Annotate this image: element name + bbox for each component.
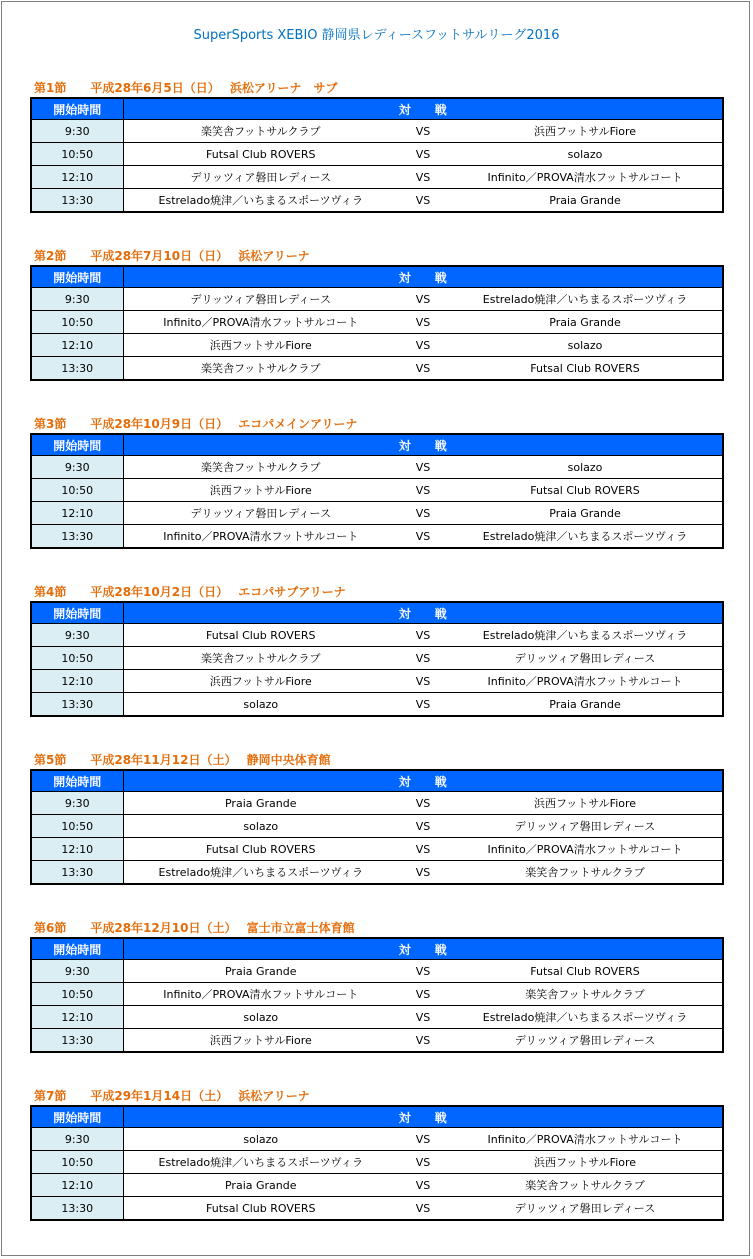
start-time-cell: 13:30 <box>31 1197 123 1221</box>
away-team-cell: Estrelado焼津／いちまるスポーツヴィラ <box>448 525 723 549</box>
vs-cell: VS <box>398 1174 448 1197</box>
start-time-cell: 12:10 <box>31 1174 123 1197</box>
away-team-cell: Estrelado焼津／いちまるスポーツヴィラ <box>448 288 723 311</box>
away-team-cell: デリッツィア磐田レディース <box>448 1197 723 1221</box>
start-time-header: 開始時間 <box>31 1106 123 1128</box>
start-time-cell: 13:30 <box>31 525 123 549</box>
home-team-cell: solazo <box>123 693 398 717</box>
home-team-cell: Futsal Club ROVERS <box>123 1197 398 1221</box>
start-time-cell: 13:30 <box>31 693 123 717</box>
home-team-cell: 楽笑舎フットサルクラブ <box>123 120 398 143</box>
table-row <box>31 1029 723 1053</box>
round-heading: 第4節 平成28年10月2日（日） エコパサブアリーナ <box>34 585 346 599</box>
start-time-cell: 12:10 <box>31 166 123 189</box>
vs-cell: VS <box>398 960 448 983</box>
vs-cell: VS <box>398 815 448 838</box>
home-team-cell: 浜西フットサルFiore <box>123 479 398 502</box>
round-section <box>30 80 722 213</box>
match-header: 対 戦 <box>123 938 723 960</box>
away-team-cell: 楽笑舎フットサルクラブ <box>448 983 723 1006</box>
home-team-cell: 浜西フットサルFiore <box>123 670 398 693</box>
header-row <box>31 434 723 456</box>
away-team-cell: solazo <box>448 143 723 166</box>
away-team-cell: デリッツィア磐田レディース <box>448 815 723 838</box>
match-table <box>30 265 724 381</box>
start-time-cell: 10:50 <box>31 815 123 838</box>
start-time-cell: 13:30 <box>31 189 123 213</box>
table-row <box>31 525 723 549</box>
table-row <box>31 693 723 717</box>
vs-cell: VS <box>398 525 448 549</box>
home-team-cell: Infinito／PROVA清水フットサルコート <box>123 983 398 1006</box>
vs-cell: VS <box>398 288 448 311</box>
home-team-cell: 浜西フットサルFiore <box>123 334 398 357</box>
table-row <box>31 838 723 861</box>
away-team-cell: 楽笑舎フットサルクラブ <box>448 861 723 885</box>
home-team-cell: 楽笑舎フットサルクラブ <box>123 357 398 381</box>
round-heading: 第5節 平成28年11月12日（土） 静岡中央体育館 <box>34 753 331 767</box>
header-row <box>31 602 723 624</box>
table-row <box>31 1128 723 1151</box>
vs-cell: VS <box>398 861 448 885</box>
start-time-cell: 12:10 <box>31 334 123 357</box>
table-row <box>31 670 723 693</box>
page-title: SuperSports XEBIO 静岡県レディースフットサルリーグ2016 <box>193 28 560 43</box>
start-time-cell: 9:30 <box>31 1128 123 1151</box>
vs-cell: VS <box>398 334 448 357</box>
vs-cell: VS <box>398 647 448 670</box>
start-time-cell: 10:50 <box>31 143 123 166</box>
header-row <box>31 1106 723 1128</box>
round-section <box>30 920 722 1053</box>
start-time-cell: 10:50 <box>31 311 123 334</box>
vs-cell: VS <box>398 357 448 381</box>
vs-cell: VS <box>398 624 448 647</box>
vs-cell: VS <box>398 1151 448 1174</box>
table-row <box>31 624 723 647</box>
round-section <box>30 752 722 885</box>
table-row <box>31 143 723 166</box>
round-section <box>30 248 722 381</box>
home-team-cell: Futsal Club ROVERS <box>123 838 398 861</box>
away-team-cell: 浜西フットサルFiore <box>448 120 723 143</box>
match-header: 対 戦 <box>123 434 723 456</box>
home-team-cell: solazo <box>123 815 398 838</box>
table-row <box>31 1197 723 1221</box>
away-team-cell: 浜西フットサルFiore <box>448 1151 723 1174</box>
home-team-cell: Infinito／PROVA清水フットサルコート <box>123 525 398 549</box>
vs-cell: VS <box>398 670 448 693</box>
table-row <box>31 334 723 357</box>
table-row <box>31 647 723 670</box>
round-section <box>30 1088 722 1221</box>
table-row <box>31 357 723 381</box>
start-time-header: 開始時間 <box>31 602 123 624</box>
vs-cell: VS <box>398 983 448 1006</box>
start-time-header: 開始時間 <box>31 434 123 456</box>
table-row <box>31 960 723 983</box>
table-row <box>31 861 723 885</box>
match-table <box>30 97 724 213</box>
away-team-cell: 浜西フットサルFiore <box>448 792 723 815</box>
table-row <box>31 166 723 189</box>
header-row <box>31 770 723 792</box>
vs-cell: VS <box>398 693 448 717</box>
home-team-cell: Estrelado焼津／いちまるスポーツヴィラ <box>123 1151 398 1174</box>
start-time-cell: 10:50 <box>31 1151 123 1174</box>
vs-cell: VS <box>398 1029 448 1053</box>
start-time-cell: 12:10 <box>31 502 123 525</box>
table-row <box>31 815 723 838</box>
table-row <box>31 1006 723 1029</box>
away-team-cell: デリッツィア磐田レディース <box>448 647 723 670</box>
round-heading: 第3節 平成28年10月9日（日） エコパメインアリーナ <box>34 417 358 431</box>
vs-cell: VS <box>398 1006 448 1029</box>
match-header: 対 戦 <box>123 98 723 120</box>
header-row <box>31 266 723 288</box>
table-row <box>31 189 723 213</box>
home-team-cell: Infinito／PROVA清水フットサルコート <box>123 311 398 334</box>
away-team-cell: Futsal Club ROVERS <box>448 479 723 502</box>
away-team-cell: Estrelado焼津／いちまるスポーツヴィラ <box>448 1006 723 1029</box>
start-time-header: 開始時間 <box>31 938 123 960</box>
home-team-cell: デリッツィア磐田レディース <box>123 502 398 525</box>
header-row <box>31 98 723 120</box>
home-team-cell: 楽笑舎フットサルクラブ <box>123 647 398 670</box>
table-row <box>31 288 723 311</box>
away-team-cell: Futsal Club ROVERS <box>448 357 723 381</box>
match-header: 対 戦 <box>123 266 723 288</box>
away-team-cell: solazo <box>448 456 723 479</box>
home-team-cell: Praia Grande <box>123 960 398 983</box>
table-row <box>31 1151 723 1174</box>
start-time-cell: 9:30 <box>31 288 123 311</box>
start-time-cell: 12:10 <box>31 838 123 861</box>
away-team-cell: solazo <box>448 334 723 357</box>
start-time-header: 開始時間 <box>31 770 123 792</box>
match-table <box>30 433 724 549</box>
table-row <box>31 1174 723 1197</box>
match-table <box>30 937 724 1053</box>
vs-cell: VS <box>398 838 448 861</box>
round-heading: 第6節 平成28年12月10日（土） 富士市立富士体育館 <box>34 921 355 935</box>
match-table <box>30 769 724 885</box>
start-time-cell: 10:50 <box>31 479 123 502</box>
round-heading: 第7節 平成29年1月14日（土） 浜松アリーナ <box>34 1089 310 1103</box>
vs-cell: VS <box>398 792 448 815</box>
vs-cell: VS <box>398 502 448 525</box>
away-team-cell: Infinito／PROVA清水フットサルコート <box>448 1128 723 1151</box>
start-time-header: 開始時間 <box>31 266 123 288</box>
vs-cell: VS <box>398 189 448 213</box>
home-team-cell: Praia Grande <box>123 1174 398 1197</box>
away-team-cell: Praia Grande <box>448 502 723 525</box>
home-team-cell: 浜西フットサルFiore <box>123 1029 398 1053</box>
table-row <box>31 792 723 815</box>
away-team-cell: Praia Grande <box>448 693 723 717</box>
round-heading: 第1節 平成28年6月5日（日） 浜松アリーナ サブ <box>34 81 338 95</box>
start-time-cell: 9:30 <box>31 960 123 983</box>
home-team-cell: solazo <box>123 1006 398 1029</box>
home-team-cell: デリッツィア磐田レディース <box>123 166 398 189</box>
away-team-cell: Infinito／PROVA清水フットサルコート <box>448 838 723 861</box>
table-row <box>31 983 723 1006</box>
away-team-cell: デリッツィア磐田レディース <box>448 1029 723 1053</box>
vs-cell: VS <box>398 456 448 479</box>
match-header: 対 戦 <box>123 1106 723 1128</box>
away-team-cell: Infinito／PROVA清水フットサルコート <box>448 166 723 189</box>
home-team-cell: solazo <box>123 1128 398 1151</box>
home-team-cell: Estrelado焼津／いちまるスポーツヴィラ <box>123 189 398 213</box>
round-heading: 第2節 平成28年7月10日（日） 浜松アリーナ <box>34 249 310 263</box>
table-row <box>31 120 723 143</box>
away-team-cell: Estrelado焼津／いちまるスポーツヴィラ <box>448 624 723 647</box>
vs-cell: VS <box>398 311 448 334</box>
away-team-cell: 楽笑舎フットサルクラブ <box>448 1174 723 1197</box>
start-time-header: 開始時間 <box>31 98 123 120</box>
start-time-cell: 10:50 <box>31 983 123 1006</box>
start-time-cell: 9:30 <box>31 792 123 815</box>
start-time-cell: 10:50 <box>31 647 123 670</box>
away-team-cell: Futsal Club ROVERS <box>448 960 723 983</box>
home-team-cell: 楽笑舎フットサルクラブ <box>123 456 398 479</box>
home-team-cell: Praia Grande <box>123 792 398 815</box>
round-section <box>30 416 722 549</box>
away-team-cell: Praia Grande <box>448 189 723 213</box>
start-time-cell: 12:10 <box>31 1006 123 1029</box>
start-time-cell: 13:30 <box>31 357 123 381</box>
start-time-cell: 9:30 <box>31 120 123 143</box>
start-time-cell: 13:30 <box>31 861 123 885</box>
start-time-cell: 9:30 <box>31 456 123 479</box>
match-table <box>30 1105 724 1221</box>
vs-cell: VS <box>398 479 448 502</box>
header-row <box>31 938 723 960</box>
match-table <box>30 601 724 717</box>
table-row <box>31 479 723 502</box>
vs-cell: VS <box>398 166 448 189</box>
start-time-cell: 12:10 <box>31 670 123 693</box>
away-team-cell: Infinito／PROVA清水フットサルコート <box>448 670 723 693</box>
home-team-cell: Futsal Club ROVERS <box>123 624 398 647</box>
start-time-cell: 13:30 <box>31 1029 123 1053</box>
table-row <box>31 502 723 525</box>
vs-cell: VS <box>398 120 448 143</box>
table-row <box>31 456 723 479</box>
home-team-cell: デリッツィア磐田レディース <box>123 288 398 311</box>
match-header: 対 戦 <box>123 770 723 792</box>
start-time-cell: 9:30 <box>31 624 123 647</box>
match-header: 対 戦 <box>123 602 723 624</box>
table-row <box>31 311 723 334</box>
vs-cell: VS <box>398 1128 448 1151</box>
vs-cell: VS <box>398 1197 448 1221</box>
vs-cell: VS <box>398 143 448 166</box>
round-section <box>30 584 722 717</box>
away-team-cell: Praia Grande <box>448 311 723 334</box>
home-team-cell: Estrelado焼津／いちまるスポーツヴィラ <box>123 861 398 885</box>
home-team-cell: Futsal Club ROVERS <box>123 143 398 166</box>
